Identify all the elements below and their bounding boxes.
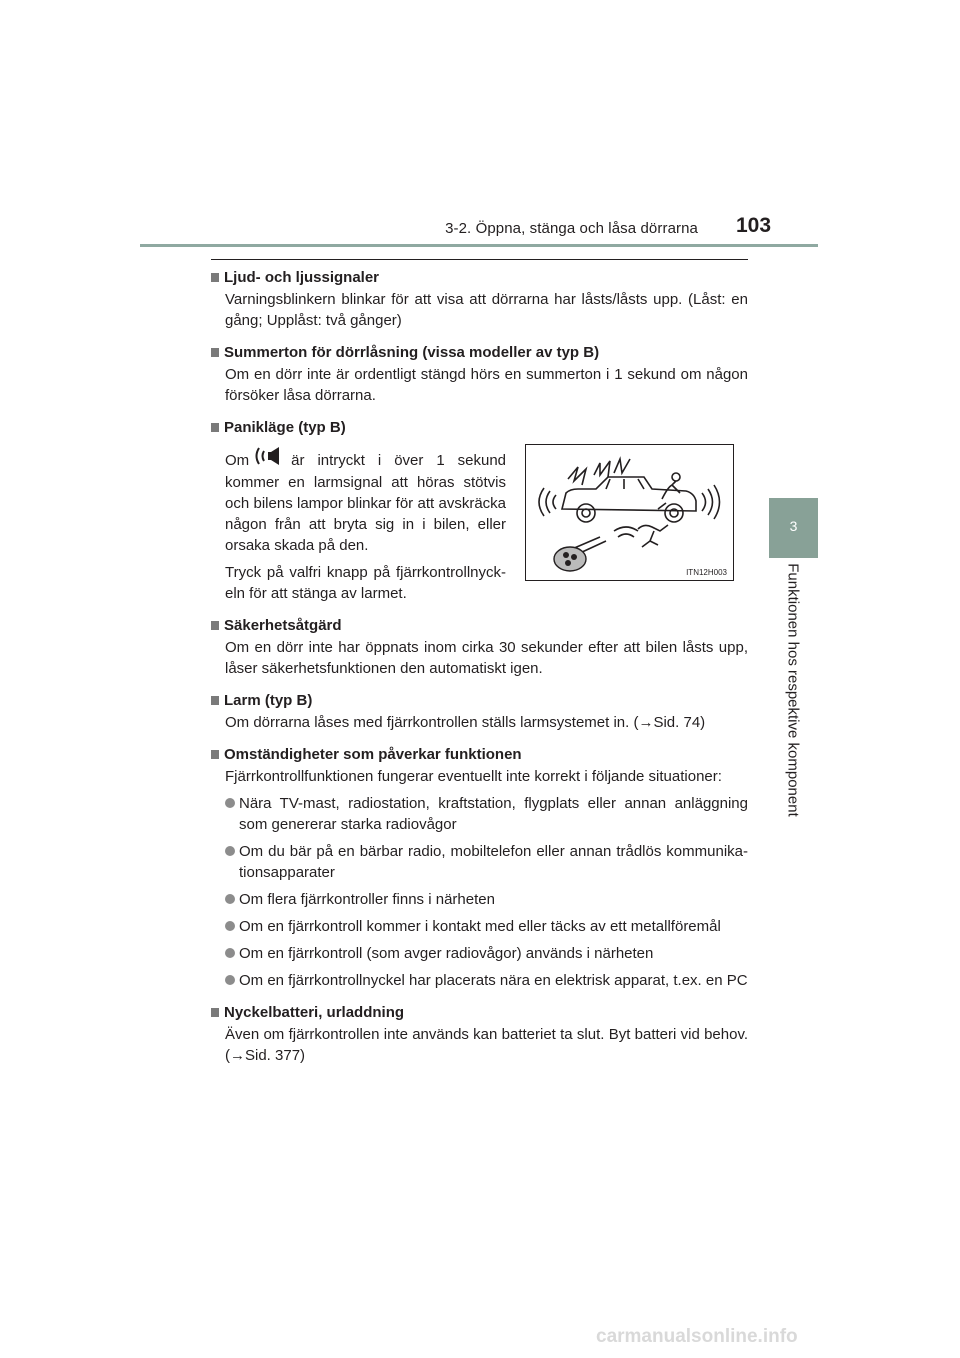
list-item: [225, 943, 748, 964]
chapter-label: Funktionen hos respektive komponent: [784, 563, 802, 817]
heading-text: Ljud- och ljussignaler: [224, 269, 380, 286]
section-body: Om dörrarna låses med fjärrkontrollen ställs larmsystemet in. (→Sid. 74): [225, 714, 706, 731]
panic-text-after: är intryckt i över 1 sekund kommer en larmsignal att höras stötvis och bilens lampor blinkar för att avskräcka någon från att bryta sig in i bilen, eller orsaka skada på den.: [225, 452, 506, 555]
section-conditions: [211, 745, 748, 991]
section-sound-light: [211, 268, 748, 331]
bullet-dot-icon: [225, 798, 235, 808]
heading-text: Summerton för dörrlåsning (vissa modeller av typ B): [224, 344, 600, 361]
list-item: [225, 889, 748, 910]
list-item: [225, 916, 748, 937]
heading-text: Nyckelbatteri, urladdning: [224, 1004, 405, 1021]
header-rule: [140, 244, 818, 247]
chapter-number: 3: [789, 518, 798, 534]
panic-text: [225, 439, 506, 610]
section-title: 3-2. Öppna, stänga och låsa dörrarna: [445, 220, 698, 237]
panic-block: [211, 438, 748, 610]
section-panic: [211, 418, 748, 610]
list-item-text: Om du bär på en bärbar radio, mobiltelefon eller annan trådlös kommunika-tionsapparater: [239, 843, 748, 881]
section-heading: [211, 418, 748, 438]
figure-id: ITN12H003: [686, 568, 727, 577]
section-body: Om en dörr inte har öppnats inom cirka 30 sekunder efter att bilen låsts upp, låser säkerhetsfunktionen den automatiskt igen.: [225, 639, 748, 677]
page-header: [0, 0, 960, 250]
panic-text-before: Om: [225, 452, 250, 469]
square-bullet-icon: [211, 273, 219, 282]
square-bullet-icon: [211, 1008, 219, 1017]
section-heading: [211, 268, 748, 288]
square-bullet-icon: [211, 696, 219, 705]
section-body: Även om fjärrkontrollen inte används kan batteriet ta slut. Byt batteri vid behov. (→Sid. 377): [225, 1026, 748, 1064]
bullet-dot-icon: [225, 894, 235, 904]
list-item: [225, 841, 748, 883]
square-bullet-icon: [211, 621, 219, 630]
conditions-intro: Fjärrkontrollfunktionen fungerar eventuellt inte korrekt i följande situationer:: [225, 768, 722, 785]
bullet-dot-icon: [225, 948, 235, 958]
panic-text-2: Tryck på valfri knapp på fjärrkontrollnyck-eln för att stänga av larmet.: [225, 564, 506, 603]
bullet-dot-icon: [225, 846, 235, 856]
content-rule: [211, 259, 748, 260]
square-bullet-icon: [211, 750, 219, 759]
section-heading: [211, 745, 748, 765]
chapter-tab: [769, 498, 818, 558]
list-item-text: Om en fjärrkontrollnyckel har placerats nära en elektrisk apparat, t.ex. en PC: [239, 972, 748, 989]
page-number: 103: [736, 214, 772, 237]
section-heading: [211, 1003, 748, 1023]
heading-text: Säkerhetsåtgärd: [224, 617, 342, 634]
heading-text: Panikläge (typ B): [224, 419, 346, 436]
list-item-text: Om flera fjärrkontroller finns i närheten: [239, 891, 495, 908]
section-buzzer: [211, 343, 748, 406]
panic-illustration: [525, 444, 734, 581]
heading-text: Omständigheter som påverkar funktionen: [224, 746, 522, 763]
section-body: Varningsblinkern blinkar för att visa att dörrarna har låsts/låsts upp. (Låst: en gång; Upplåst: två gånger): [225, 291, 748, 329]
section-body: Om en dörr inte är ordentligt stängd hörs en summerton i 1 sekund om någon försöker låsa dörrarna.: [225, 366, 748, 404]
section-heading: [211, 691, 748, 711]
car-alarm-illustration: [526, 445, 733, 580]
section-alarm: [211, 691, 748, 733]
page-content: [211, 268, 748, 1078]
section-battery: [211, 1003, 748, 1066]
bullet-dot-icon: [225, 921, 235, 931]
section-heading: [211, 343, 748, 363]
square-bullet-icon: [211, 348, 219, 357]
list-item: [225, 793, 748, 835]
list-item-text: Nära TV-mast, radiostation, kraftstation, flygplats eller annan anläggning som genererar starka radiovågor: [239, 795, 748, 833]
section-safety: [211, 616, 748, 679]
section-heading: [211, 616, 748, 636]
panic-button-icon: [253, 446, 287, 472]
watermark: carmanualsonline.info: [596, 1326, 798, 1347]
list-item-text: Om en fjärrkontroll kommer i kontakt med eller täcks av ett metallföremål: [239, 918, 721, 935]
heading-text: Larm (typ B): [224, 692, 313, 709]
square-bullet-icon: [211, 423, 219, 432]
section-body: [211, 766, 748, 991]
list-item-text: Om en fjärrkontroll (som avger radiovågor) används i närheten: [239, 945, 654, 962]
bullet-dot-icon: [225, 975, 235, 985]
list-item: [225, 970, 748, 991]
